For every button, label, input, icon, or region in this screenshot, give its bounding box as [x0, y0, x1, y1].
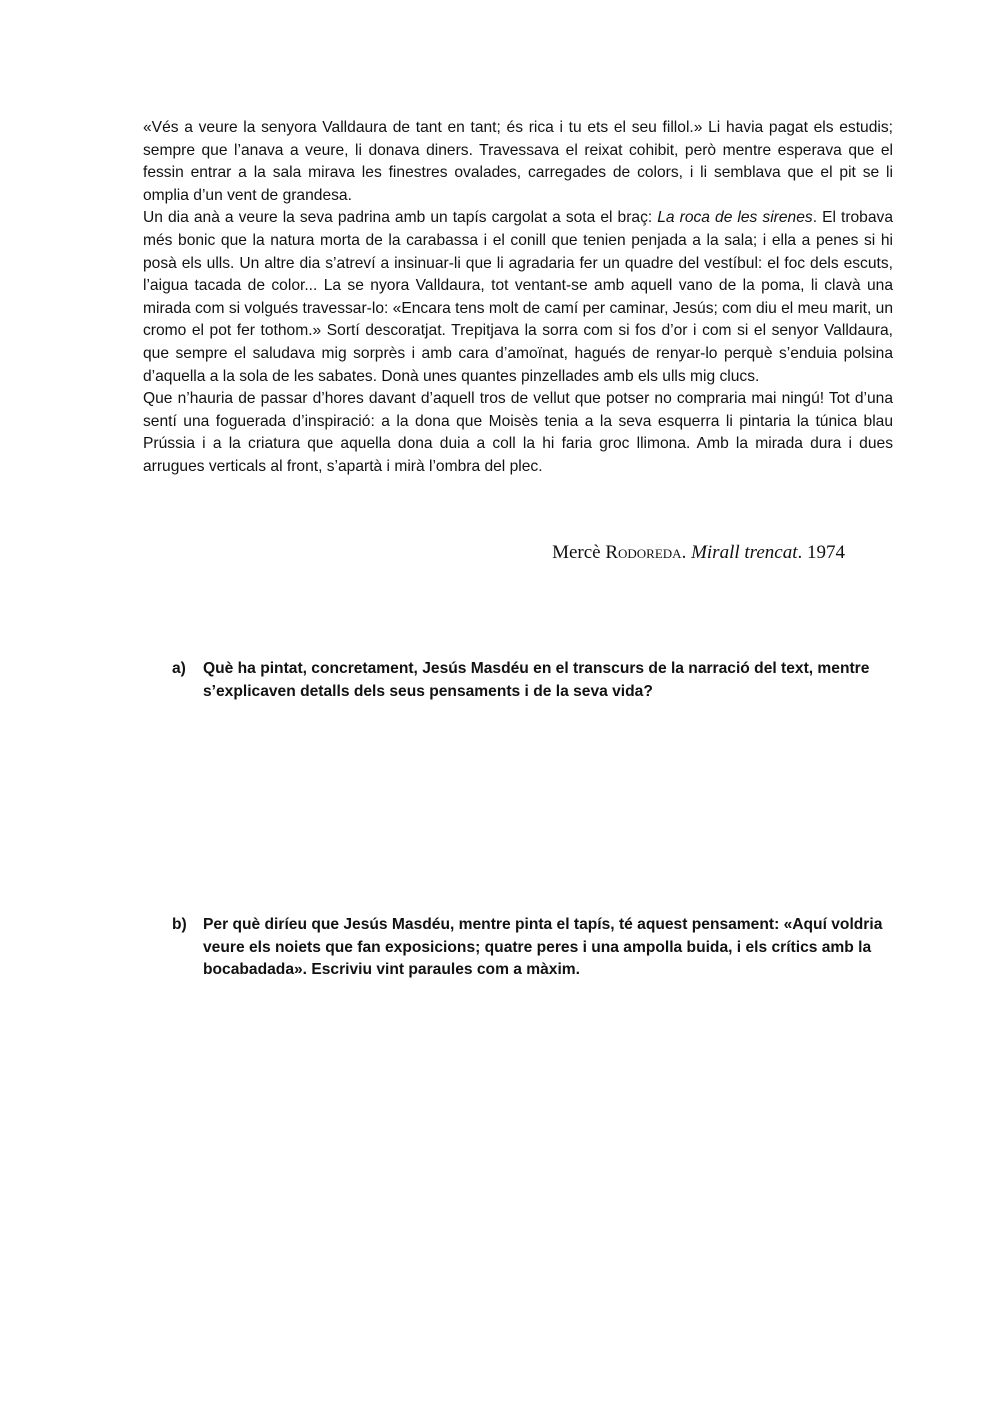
passage-paragraph-2-end: . El trobava més bonic que la natura morta de la carabassa i el conill que tenien penjada a la sala; i ella a penes si hi posà els ulls. Un altre dia s’atreví a insinuar-li que li agradaria fer un quadre del vestíbul: el foc dels escuts, l’aigua tacada de color... La se nyora Valldaura, tot ventant-se amb aquell vano de la poma, li clavà una mirada com si volgués travessar-lo: «Encara tens molt de camí per caminar, Jesús; com diu el meu marit, un cromo el pot fer tothom.» Sortí descoratjat. Trepitjava la sorra com si fos d’or i com si el senyor Valldaura, que sempre el saludava mig sorprès i amb cara d’amoïnat, hagués de renyar-lo perquè s’enduia polsina d’aquella a la sola de les sabates. Donà unes quantes pinzellades amb els ulls mig clucs. [143, 209, 893, 385]
source-citation [500, 540, 845, 566]
question-a-text: Què ha pintat, concretament, Jesús Masdéu en el transcurs de la narració del text, mentre s’explicaven detalls dels seus pensaments i de la seva vida? [203, 660, 870, 700]
citation-separator: . [681, 542, 687, 563]
passage-paragraph-3: Que n’hauria de passar d’hores davant d’aquell tros de vellut que potser no compraria mai ningú! Tot d’una sentí una foguerada d’inspiració: a la dona que Moisès tenia a la seva esquerra li pintaria la túnica blau Prússia i a la criatura que aquella dona duia a coll la hi faria groc llimona. Amb la mirada dura i dues arrugues verticals al front, s’apartà i mirà l’ombra del plec. [143, 390, 893, 475]
question-b-text: Per què diríeu que Jesús Masdéu, mentre pinta el tapís, té aquest pensament: «Aquí voldria veure els noiets que fan exposicions; quatre peres i una ampolla buida, i els crítics amb la bocabadada». Escriviu vint paraules com a màxim. [203, 916, 883, 979]
passage-paragraph-2-start: Un dia anà a veure la seva padrina amb un tapís cargolat a sota el braç: [143, 209, 658, 227]
passage-paragraph-2 [143, 207, 893, 388]
question-a [172, 658, 897, 703]
author-last-name: Rodoreda [605, 542, 682, 563]
question-b-letter: b) [172, 916, 187, 933]
question-b [172, 914, 897, 982]
author-first-name: Mercè [552, 542, 601, 563]
publication-year: 1974 [807, 542, 845, 563]
question-a-letter: a) [172, 660, 186, 677]
tapestry-title: La roca de les sirenes [657, 209, 813, 227]
passage-paragraph-1: «Vés a veure la senyora Valldaura de tant en tant; és rica i tu ets el seu fillol.» Li havia pagat els estudis; sempre que l’anava a veure, li donava diners. Travessava el reixat cohibit, però mentre esperava que el fessin entrar a la sala mirava les finestres ovalades, carregades de colors, i li semblava que el pit se li omplia d’un vent de grandesa. [143, 119, 893, 204]
reading-passage [143, 117, 893, 479]
work-title-suffix: . [797, 542, 803, 563]
work-title: Mirall trencat [691, 542, 798, 563]
